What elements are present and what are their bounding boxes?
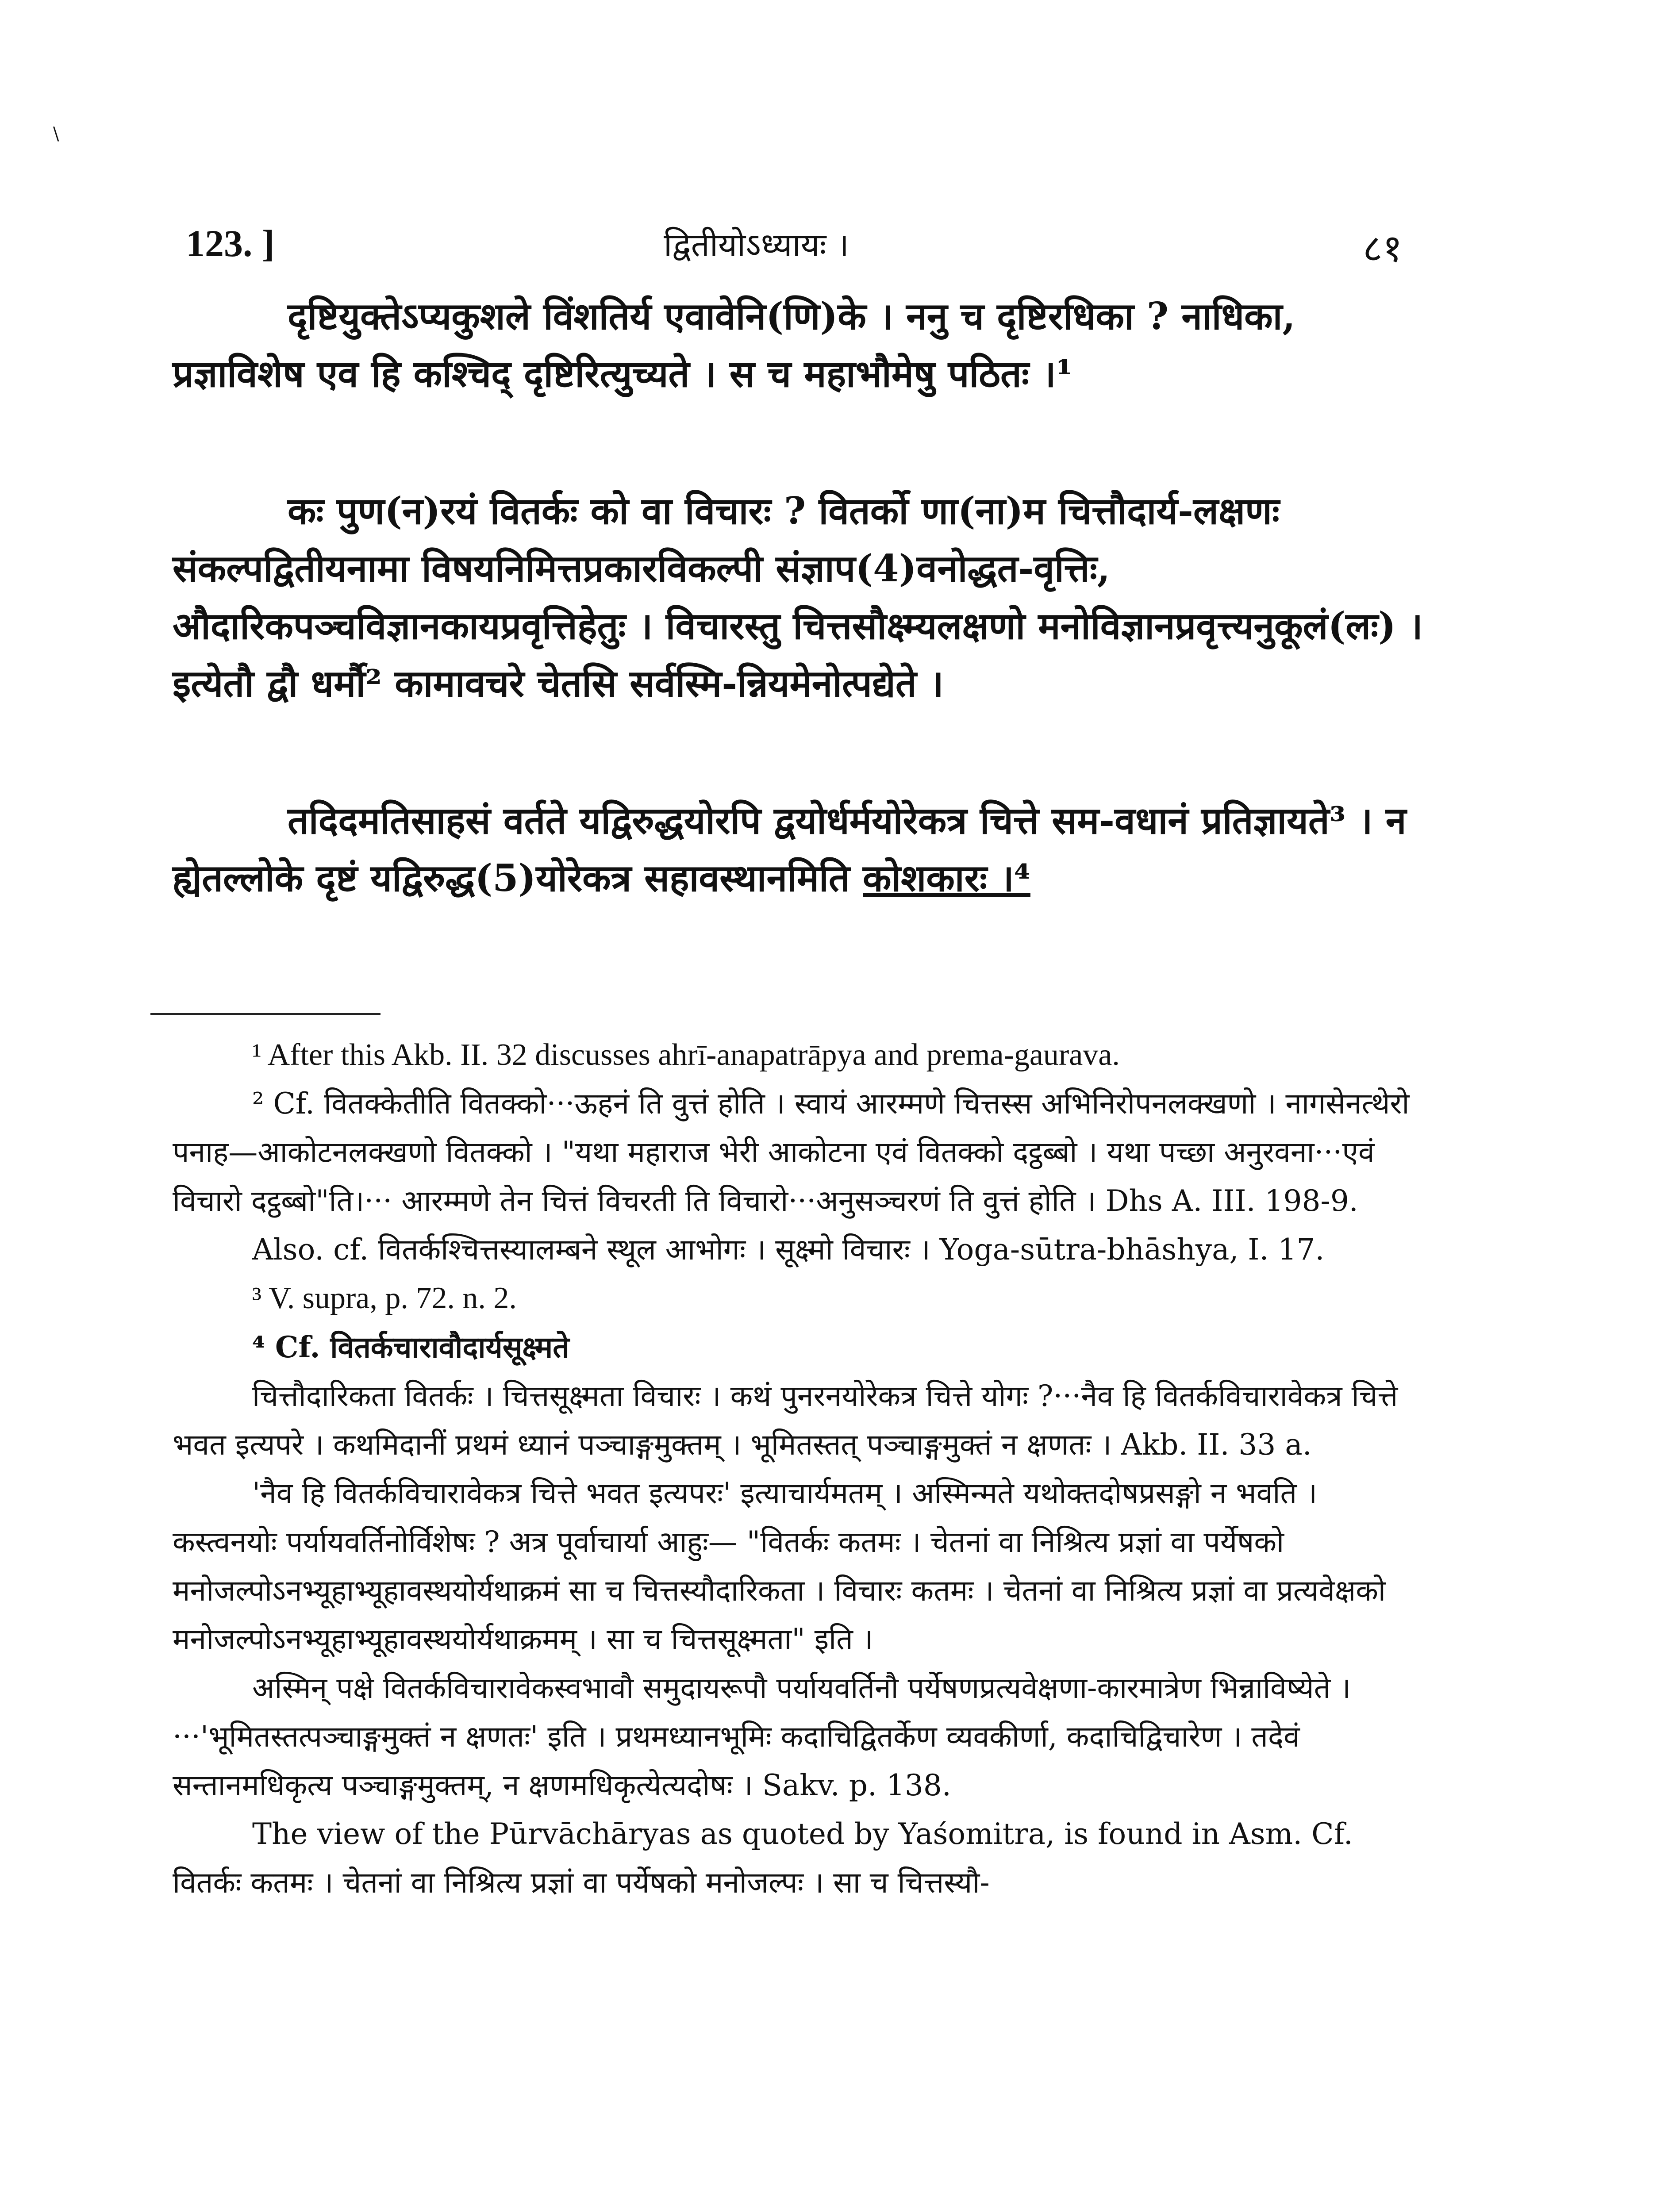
footnote-4-heading-text: ⁴ Cf. वितर्कचारावौदार्यसूक्ष्मते [252, 1330, 569, 1364]
footnote-4-para-3: अस्मिन् पक्षे वितर्कविचारावेकस्वभावौ समुदायरूपौ पर्यायवर्तिनौ पर्येषणप्रत्यवेक्षणा-कारमात्रेण भिन्नाविष्येते ।···'भूमितस्तत्पञ्चाङ्गमुक्तं न क्षणतः' इति । प्रथमध्यानभूमिः कदाचिद्वितर्केण व्यवकीर्णा, कदाचिद्विचारेण । तदेवं सन्तानमधिकृत्य पञ्चाङ्गमुक्तम्, न क्षणमधिकृत्येत्यदोषः । Sakv. p. 138. [173, 1671, 1351, 1802]
koshakara-ref: कोशकारः ।⁴ [863, 856, 1030, 900]
running-title: द्वितीयोऽध्यायः । [664, 226, 849, 264]
footnote-divider [150, 1013, 381, 1015]
main-text-para3 [173, 792, 1425, 907]
footnote-4-para-1: चित्तौदारिकता वितर्कः । चित्तसूक्ष्मता विचारः । कथं पुनरनयोरेकत्र चित्ते योगः ?···नैव हि वितर्कविचारावेकत्र चित्ते भवत इत्यपरे । कथमिदानीं प्रथमं ध्यानं पञ्चाङ्गमुक्तम् । भूमितस्तत् पञ्चाङ्गमुक्तं न क्षणतः । Akb. II. 33 a. [173, 1379, 1398, 1462]
footnote-3: ³ V. supra, p. 72. n. 2. [252, 1281, 517, 1315]
main-paragraph-1 [173, 288, 1425, 403]
main-text-para3-body: तदिदमतिसाहसं वर्तते यद्विरुद्धयोरपि द्वयोर्धर्मयोरेकत्र चित्ते सम-वधानं प्रतिज्ञायते³ । न ह्येतल्लोके दृष्टं यद्विरुद्ध(5)योरेकत्र सहावस्थानमिति [173, 799, 1407, 900]
page-number: 123. ] [186, 222, 275, 265]
margin-mark: \ [53, 124, 59, 144]
devanagari-page-number: ८१ [1363, 227, 1403, 271]
footnote-2-also: Also. cf. वितर्कश्चित्तस्यालम्बने स्थूल आभोगः । सूक्ष्मो विचारः । Yoga-sūtra-bhāshya, I. 17. [252, 1233, 1325, 1267]
footnote-2: ² Cf. वितक्केतीति वितक्को···ऊहनं ति वुत्तं होति । स्वायं आरम्मणे चित्तस्स अभिनिरोपनलक्खणो । नागसेनत्थेरो पनाह—आकोटनलक्खणो वितक्को । "यथा महाराज भेरी आकोटना एवं वितक्को दट्ठब्बो । यथा पच्छा अनुरवना···एवं विचारो दट्ठब्बो"ति।··· आरम्मणे तेन चित्तं विचरती ति विचारो···अनुसञ्चरणं ति वुत्तं होति । Dhs A. III. 198-9. [173, 1087, 1410, 1218]
footnote-1: ¹ After this Akb. II. 32 discusses ahrī-anapatrāpya and prema-gaurava. [252, 1038, 1120, 1072]
main-text-para1: दृष्टियुक्तेऽप्यकुशले विंशतिर्य एवावेनि(णि)के । ननु च दृष्टिरधिका ? नाधिका, प्रज्ञाविशेष एव हि कश्चिद् दृष्टिरित्युच्यते । स च महाभौमेषु पठितः ।¹ [173, 294, 1295, 396]
main-paragraph-3 [173, 792, 1425, 907]
footnote-4-para-4: The view of the Pūrvāchāryas as quoted by Yaśomitra, is found in Asm. Cf. वितर्कः कतमः । चेतनां वा निश्रित्य प्रज्ञां वा पर्येषको मनोजल्पः । सा च चित्तस्यौ- [173, 1817, 1353, 1900]
footnotes [173, 1031, 1425, 1907]
footnote-4-heading [173, 1323, 1425, 1372]
main-paragraph-2 [173, 482, 1425, 712]
main-text-para2: कः पुण(न)रयं वितर्कः को वा विचारः ? वितर्को णा(ना)म चित्तौदार्य-लक्षणः संकल्पद्वितीयनामा विषयनिमित्तप्रकारविकल्पी संज्ञाप(4)वनोद्धत-वृत्तिः, औदारिकपञ्चविज्ञानकायप्रवृत्तिहेतुः । विचारस्तु चित्तसौक्ष्म्यलक्षणो मनोविज्ञानप्रवृत्त्यनुकूलं(लः) । इत्येतौ द्वौ धर्मौ² कामावचरे चेतसि सर्वस्मि-न्नियमेनोत्पद्येते । [173, 489, 1423, 705]
footnote-4-para-2: 'नैव हि वितर्कविचारावेकत्र चित्ते भवत इत्यपरः' इत्याचार्यमतम् । अस्मिन्मते यथोक्तदोषप्रसङ्गो न भवति । कस्त्वनयोः पर्यायवर्तिनोर्विशेषः ? अत्र पूर्वाचार्या आहुः— "वितर्कः कतमः । चेतनां वा निश्रित्य प्रज्ञां वा पर्येषको मनोजल्पोऽनभ्यूहाभ्यूहावस्थयोर्यथाक्रमं सा च चित्तस्यौदारिकता । विचारः कतमः । चेतनां वा निश्रित्य प्रज्ञां वा प्रत्यवेक्षको मनोजल्पोऽनभ्यूहाभ्यूहावस्थयोर्यथाक्रमम् । सा च चित्तसूक्ष्मता" इति । [173, 1476, 1386, 1656]
